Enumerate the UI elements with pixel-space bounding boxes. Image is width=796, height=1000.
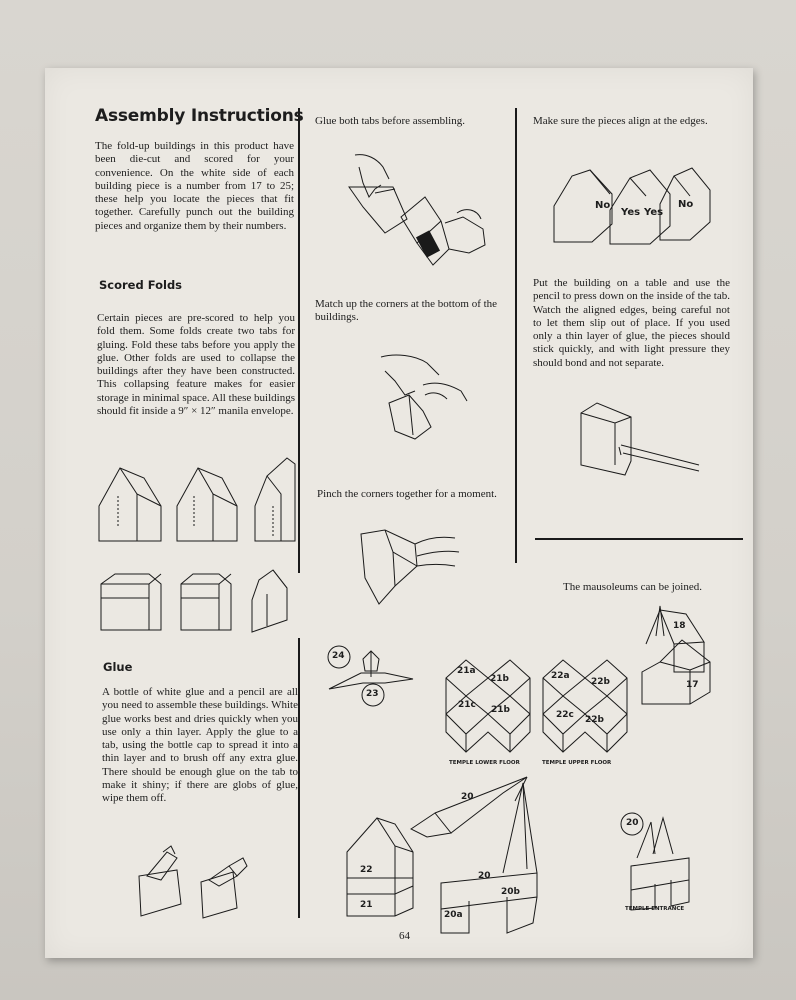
caption-pinch-corners: Pinch the corners together for a moment.: [317, 488, 497, 500]
caption-match-corners: Match up the corners at the bottom of the buildings.: [315, 298, 498, 324]
pencil-press-illustration: [575, 401, 705, 481]
label-no-right: No: [678, 199, 694, 210]
label-20b: 20b: [501, 887, 520, 897]
page-number: 64: [399, 930, 410, 942]
caption-glue-tabs: Glue both tabs before assembling.: [315, 115, 465, 127]
label-no-left: No: [595, 200, 611, 211]
label-20-front: 20: [478, 871, 491, 881]
box-fold-illustrations: [97, 570, 307, 640]
label-21b-bottom: 21b: [491, 705, 510, 715]
label-20-roof: 20: [461, 792, 474, 802]
mausoleum-joined-diagram: [638, 600, 718, 710]
label-18: 18: [673, 621, 686, 631]
label-21b-top: 21b: [490, 674, 509, 684]
gluing-hands-illustration: [345, 153, 495, 268]
label-22b-top: 22b: [591, 677, 610, 687]
label-22c: 22c: [556, 710, 574, 720]
temple-lower-floor-diagram: [442, 656, 534, 756]
label-yes-right: Yes: [644, 207, 664, 218]
label-21c: 21c: [458, 700, 476, 710]
number-24: 24: [332, 651, 345, 661]
label-22b-bottom: 22b: [585, 715, 604, 725]
glue-bottle-illustration: [133, 846, 253, 921]
scored-folds-paragraph: Certain pieces are pre-scored to help you fold them. Some folds create two tabs for gluing. Fold these tabs before you apply the glue. Other folds are used to collapse the buildings after they have been constructed. This collapsing feature makes for easier storage in minimal space. All these buildings should fit inside a 9″ × 12″ manila envelope.: [97, 312, 295, 418]
pinching-corners-illustration: [355, 526, 465, 606]
label-22a: 22a: [551, 671, 570, 681]
page-title: Assembly Instructions: [95, 106, 304, 126]
temple-entrance-label: TEMPLE ENTRANCE: [625, 906, 685, 912]
column-divider-right: [515, 108, 517, 563]
glue-paragraph: A bottle of white glue and a pencil are all you need to assemble these buildings. White glue works best and dries quickly when you use only a thin layer. Apply the glue to a tab, using the bottle cap to spread it into a thin layer and to brush off any extra glue. There should be enough glue on the tab to make it shiny; if there are globs of glue, wipe them off.: [102, 686, 298, 805]
temple-upper-floor-label: TEMPLE UPPER FLOOR: [542, 760, 612, 766]
temple-lower-floor-label: TEMPLE LOWER FLOOR: [449, 760, 520, 766]
label-21a: 21a: [457, 666, 476, 676]
caption-mausoleums: The mausoleums can be joined.: [563, 581, 702, 593]
label-22: 22: [360, 865, 373, 875]
intro-paragraph: The fold-up buildings in this product have been die-cut and scored for your convenience. On the white side of each building piece is a number from 17 to 25; these help you locate the pieces that fit together. Carefully punch out the building pieces and organize them by their numbers.: [95, 140, 294, 232]
number-23: 23: [366, 689, 379, 699]
matching-corners-illustration: [375, 351, 475, 446]
caption-align-edges: Make sure the pieces align at the edges.: [533, 115, 708, 127]
booklet-page: [45, 68, 753, 958]
house-fold-illustrations: [95, 456, 300, 541]
glue-heading: Glue: [103, 660, 133, 674]
label-20-circle: 20: [626, 818, 639, 828]
label-17: 17: [686, 680, 699, 690]
label-20a: 20a: [444, 910, 463, 920]
scored-folds-heading: Scored Folds: [99, 278, 183, 292]
label-21: 21: [360, 900, 373, 910]
caption-press-tab: Put the building on a table and use the pencil to press down on the inside of the tab. Watch the aligned edges, being careful not to let them slip out of place. If you used only a thin layer of glue, the pieces should stick quickly, and with light pressure they should bond and not separate.: [533, 277, 730, 369]
column-divider-left-lower: [298, 638, 300, 918]
label-yes-left: Yes: [621, 207, 641, 218]
horizontal-divider: [535, 538, 743, 540]
